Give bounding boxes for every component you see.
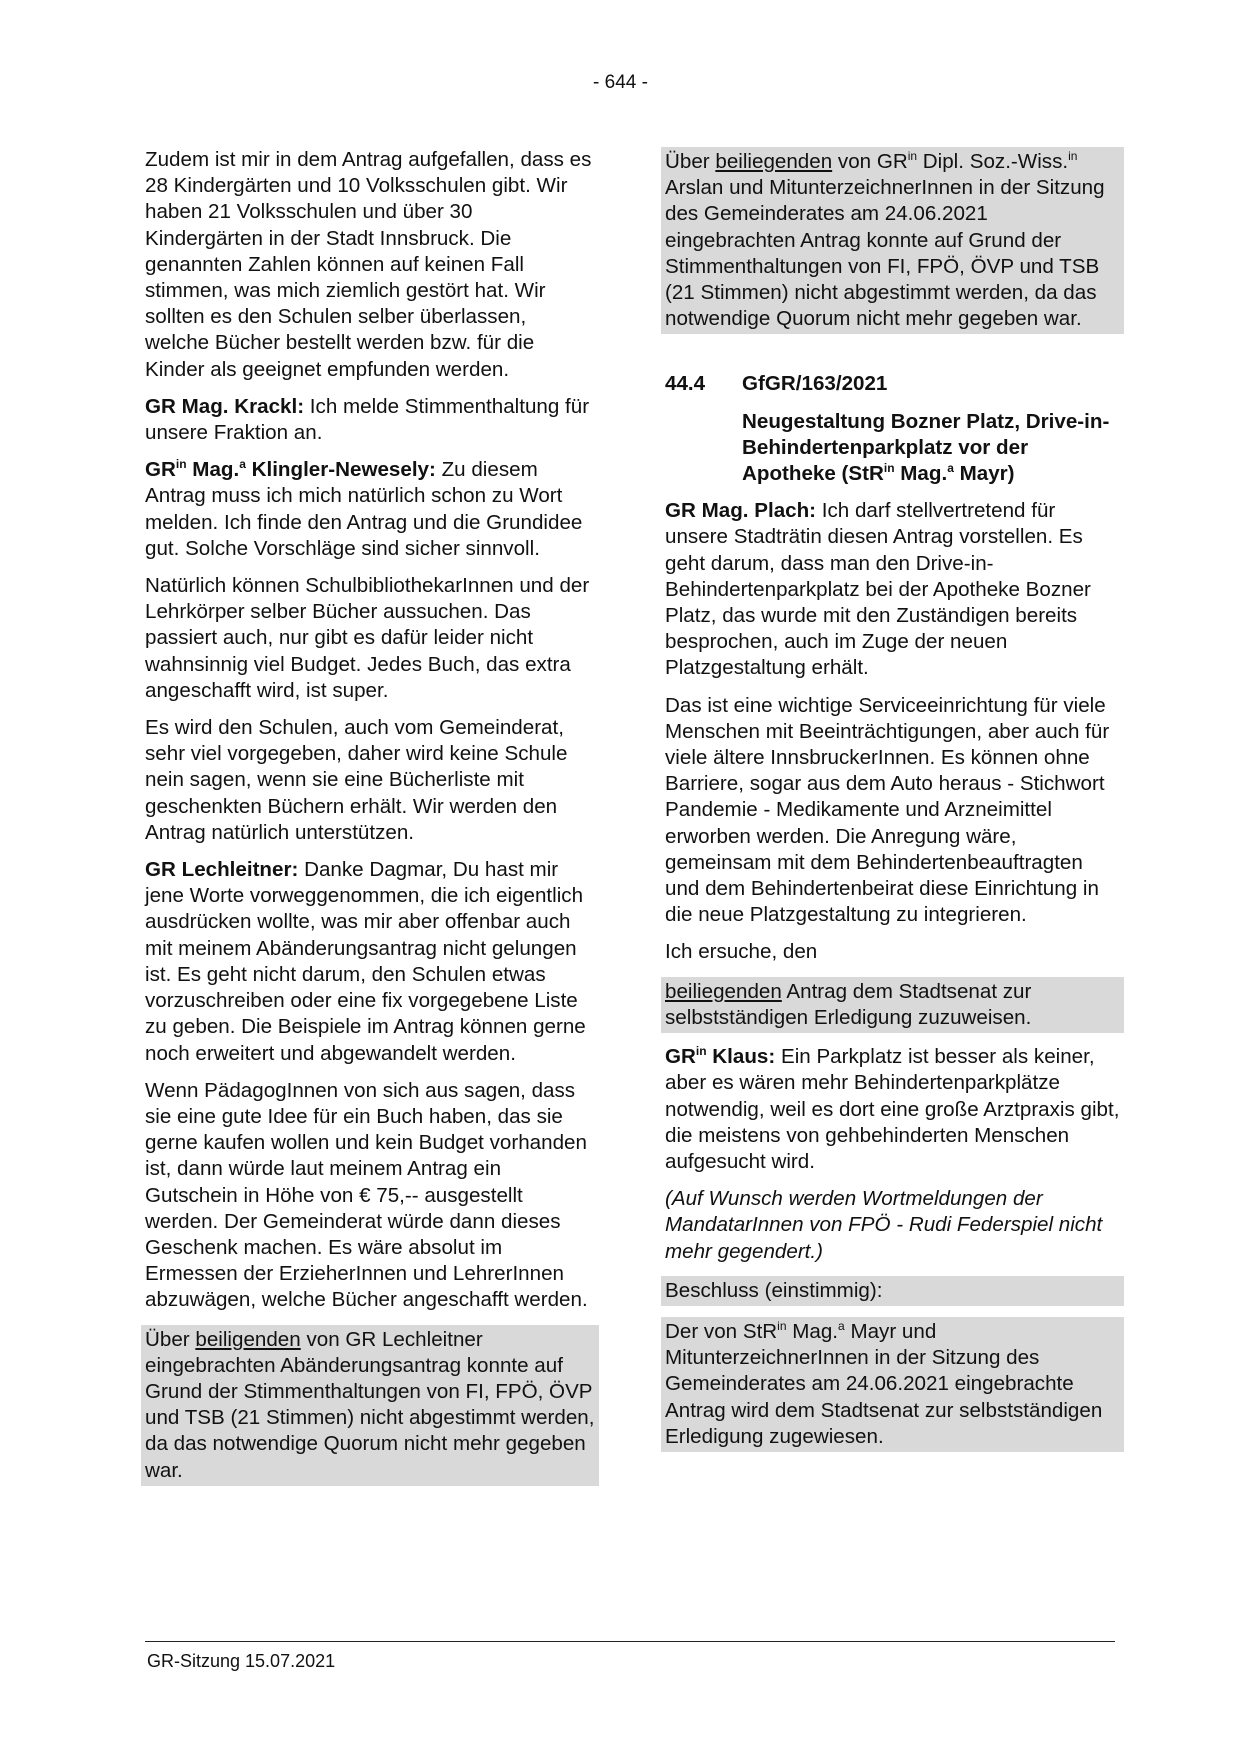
paragraph-klaus: $GR^{in}$ Klaus: Ein Parkplatz ist besser als keiner, aber es wären mehr Behindertenparkplätze notwendig, weil es dort eine große Arztpraxis gibt, die meistens von gehbehinderten Menschen aufgesucht wird. [665,1044,1120,1173]
footer-session-date: GR-Sitzung 15.07.2021 [147,1651,336,1671]
attachment-link: beiliegenden [665,979,782,1003]
paragraph: Ich ersuche, den [665,940,818,964]
agenda-heading [665,371,1120,397]
resolution-box: Über beiliegenden von $GR^{in}$ Dipl. Soz.-Wiss.$^{in}$ Arslan und MitunterzeichnerInnen in der Sitzung des Gemeinderates am 24.06.2021 eingebrachten Antrag konnte auf Grund der Stimmenthaltungen von FI, FPÖ, ÖVP und TSB (21 Stimmen) nicht abgestimmt werden, da das notwendige Quorum nicht mehr gegeben war. [661,147,1124,334]
paragraph-krackl: GR Mag. Krackl: Ich melde Stimmenthaltung für unsere Fraktion an. [145,394,590,445]
decision-box: Der von StR$^{in}$ Mag.$^a$ Mayr und MitunterzeichnerInnen in der Sitzung des Gemeinderates am 24.06.2021 eingebrachte Antrag wird dem Stadtsenat zur selbstständigen Erledigung zugewiesen. [661,1317,1124,1452]
speaker-name: $GR^{in}$ Klaus: [665,1044,776,1069]
attachment-link: beiligenden [195,1327,301,1351]
speaker-name: GR Mag. Krackl: [145,394,305,418]
speaker-name: $GR^{in}$ Mag.$^a$ Klingler-Newesely: [145,457,436,482]
paragraph-plach: GR Mag. Plach: Ich darf stellvertretend für unsere Stadträtin diesen Antrag vorstellen. Es geht darum, dass man den Drive-in-Behindertenparkplatz bei der Apotheke Bozner Platz, das wurde mit den Zuständigen bereits besprochen, auch im Zuge der neuen Platzgestaltung erhält. [665,499,1091,680]
decision-label: Beschluss (einstimmig): [661,1276,1124,1306]
paragraph: Das ist eine wichtige Serviceeinrichtung für viele Menschen mit Beeinträchtigungen, aber auch für viele ältere InnsbruckerInnen. Es können ohne Barriere, sogar aus dem Auto heraus - Stichwort Pandemie - Medikamente und Arzneimittel erworben werden. Die Anregung wäre, gemeinsam mit dem Behindertenbeauftragten und dem Behindertenbeirat diese Einrichtung in die neue Platzgestaltung zu integrieren. [665,693,1110,927]
agenda-number: 44.4 [665,372,706,396]
resolution-box: Über beiligenden von GR Lechleitner eingebrachten Abänderungsantrag konnte auf Grund der Stimmenthaltungen von FI, FPÖ, ÖVP und TSB (21 Stimmen) nicht abgestimmt werden, da das notwendige Quorum nicht mehr gegeben war. [141,1325,599,1486]
paragraph-lechleitner: GR Lechleitner: Danke Dagmar, Du hast mir jene Worte vorweggenommen, die ich eigentlich ausdrücken wollte, was mir aber offenbar auch mit meinem Abänderungsantrag nicht gelungen ist. Es geht nicht darum, den Schulen etwas vorzuschreiben oder eine fix vorgegebene Liste zu geben. Die Beispiele im Antrag können gerne noch erweitert und abgewandelt werden. [145,858,586,1065]
agenda-id: GfGR/163/2021 [742,372,888,396]
page-number: - 644 - [593,72,648,93]
agenda-title: Neugestaltung Bozner Platz, Drive-in-Behindertenparkplatz vor der Apotheke (StR$^{in}$ Mag.$^a$ Mayr) [742,409,1110,486]
paragraph-note: (Auf Wunsch werden Wortmeldungen der MandatarInnen von FPÖ - Rudi Federspiel nicht mehr gegendert.) [665,1187,1103,1263]
right-column [665,147,1120,1463]
speaker-name: GR Lechleitner: [145,858,299,882]
footer-divider [145,1641,1115,1642]
left-column [145,147,595,1497]
paragraph: Es wird den Schulen, auch vom Gemeinderat, sehr viel vorgegeben, daher wird keine Schule nein sagen, wenn sie eine Bücherliste mit geschenkten Büchern erhält. Wir werden den Antrag natürlich unterstützen. [145,716,568,844]
paragraph: Wenn PädagogInnen von sich aus sagen, dass sie eine gute Idee für ein Buch haben, das sie gerne kaufen wollen und kein Budget vorhanden ist, dann würde laut meinem Antrag ein Gutschein in Höhe von € 75,-- ausgestellt werden. Der Gemeinderat würde dann dieses Geschenk machen. Es wäre absolut im Ermessen der ErzieherInnen und LehrerInnen abzuwägen, welche Bücher angeschafft werden. [145,1078,588,1312]
motion-box: beiliegenden Antrag dem Stadtsenat zur selbstständigen Erledigung zuzuweisen. [661,977,1124,1033]
paragraph: Natürlich können SchulbibliothekarInnen und der Lehrkörper selber Bücher aussuchen. Das passiert auch, nur gibt es dafür leider nicht wahnsinnig viel Budget. Jedes Buch, das extra angeschafft wird, ist super. [145,574,590,702]
paragraph: Zudem ist mir in dem Antrag aufgefallen, dass es 28 Kindergärten und 10 Volksschulen gibt. Wir haben 21 Volksschulen und über 30 Kindergärten in der Stadt Innsbruck. Die genannten Zahlen können auf keinen Fall stimmen, was mich ziemlich gestört hat. Wir sollten es den Schulen selber überlassen, welche Bücher bestellt werden bzw. für die Kinder als geeignet empfunden werden. [145,148,592,381]
paragraph-klingler: $GR^{in}$ Mag.$^a$ Klingler-Newesely: Zu diesem Antrag muss ich mich natürlich schon zu Wort melden. Ich finde den Antrag und die Grundidee gut. Solche Vorschläge sind sicher sinnvoll. [145,457,583,560]
speaker-name: GR Mag. Plach: [665,499,817,523]
attachment-link: beiliegenden [715,150,833,173]
